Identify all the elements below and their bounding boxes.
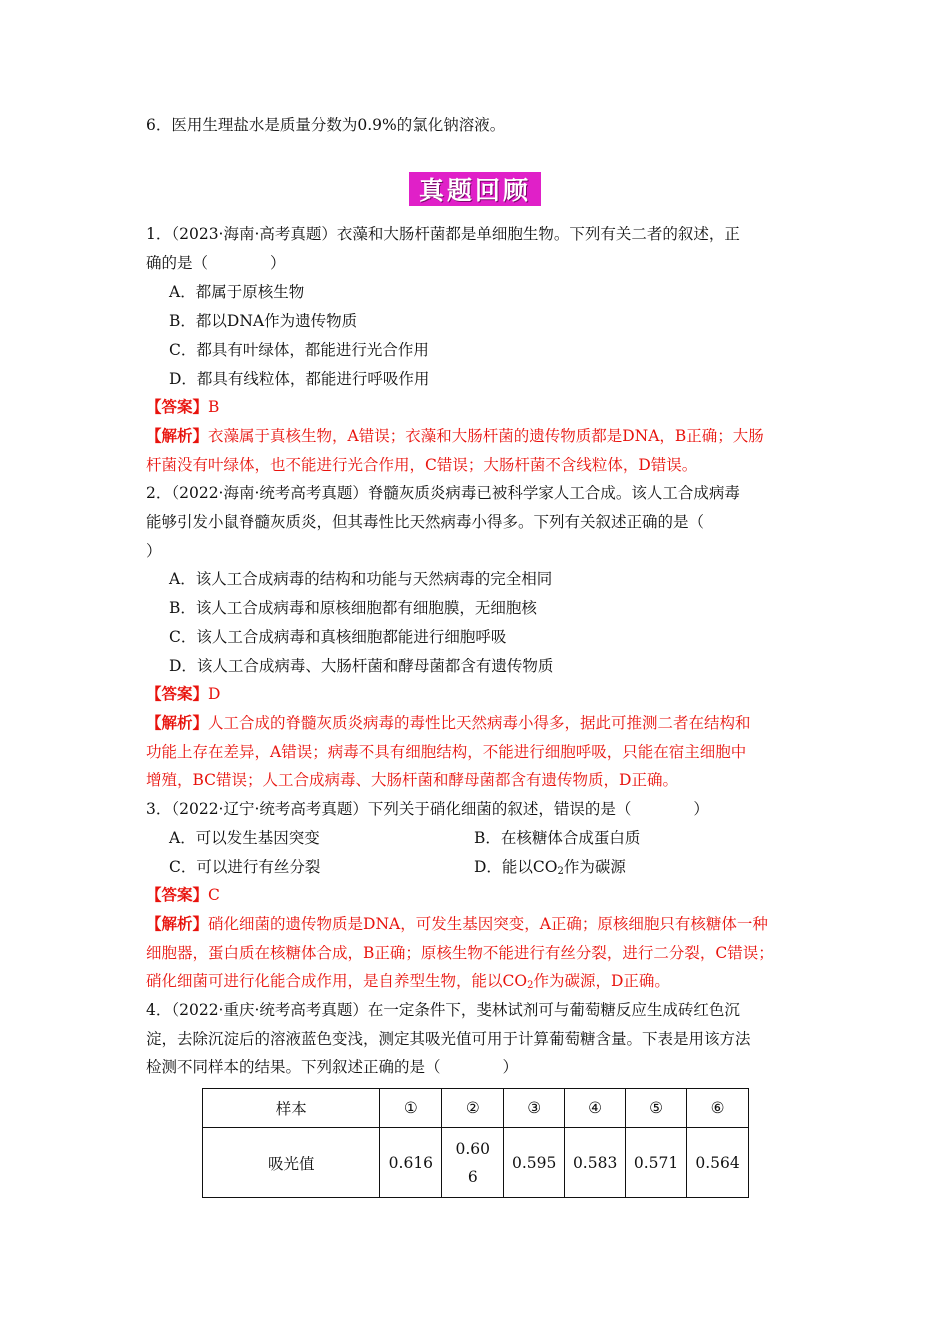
sample-header-cell: ⑤ [626, 1089, 687, 1128]
sample-header-cell: ④ [565, 1089, 626, 1128]
section-banner [409, 172, 541, 206]
sample-header-cell: ⑥ [687, 1089, 749, 1128]
q1-option-d: D．都具有线粒体，都能进行呼吸作用 [169, 370, 430, 388]
option-text: 作为碳源 [563, 858, 626, 876]
value-cell: 0.583 [565, 1128, 626, 1198]
q2-analysis-line2: 功能上存在差异，A错误；病毒不具有细胞结构，不能进行细胞呼吸，只能在宿主细胞中 [146, 743, 747, 761]
q2-option-c: C．该人工合成病毒和真核细胞都能进行细胞呼吸 [169, 628, 507, 646]
value-cell: 0.616 [380, 1128, 442, 1198]
q1-stem-line2: 确的是（ ） [146, 254, 286, 272]
q2-answer [146, 683, 220, 705]
q2-stem-line3: ） [146, 542, 162, 560]
q1-stem-line1: 1．（2023·海南·高考真题）衣藻和大肠杆菌都是单细胞生物。下列有关二者的叙述，正 [146, 225, 740, 243]
analysis-text: 硝化细菌可进行化能合成作用，是自养型生物，能以CO [146, 972, 528, 990]
q4-stem-line2: 淀，去除沉淀后的溶液蓝色变浅，测定其吸光值可用于计算葡萄糖含量。下表是用该方法 [146, 1030, 751, 1048]
table-header-row [203, 1089, 749, 1128]
value-cell: 0.595 [504, 1128, 565, 1198]
value-cell: 0.564 [687, 1128, 749, 1198]
answer-value: B [208, 398, 220, 416]
answer-tag: 【答案】 [146, 397, 209, 416]
q3-option-c: C．可以进行有丝分裂 [169, 858, 321, 876]
row-label-cell: 吸光值 [203, 1128, 380, 1198]
answer-value: D [208, 685, 221, 703]
q3-stem: 3．（2022·辽宁·统考高考真题）下列关于硝化细菌的叙述，错误的是（ ） [146, 800, 709, 818]
q2-stem-line2: 能够引发小鼠脊髓灰质炎，但其毒性比天然病毒小得多。下列有关叙述正确的是（ [146, 513, 705, 531]
q2-analysis-line3: 增殖，BC错误；人工合成病毒、大肠杆菌和酵母菌都含有遗传物质，D正确。 [146, 771, 678, 789]
table-value-row [203, 1128, 749, 1198]
section-banner-title: 真题回顾 [418, 176, 531, 205]
q2-stem-line1: 2．（2022·海南·统考高考真题）脊髓灰质炎病毒已被科学家人工合成。该人工合成病毒 [146, 484, 740, 502]
analysis-tag: 【解析】 [146, 713, 209, 732]
analysis-text: 衣藻属于真核生物，A错误；衣藻和大肠杆菌的遗传物质都是DNA，B正确；大肠 [208, 427, 764, 445]
analysis-tag: 【解析】 [146, 914, 209, 933]
option-text: D．能以CO [474, 858, 558, 876]
q2-analysis-line1 [146, 712, 751, 734]
analysis-text: 硝化细菌的遗传物质是DNA，可发生基因突变，A正确；原核细胞只有核糖体一种 [208, 915, 768, 933]
q1-option-a: A．都属于原核生物 [169, 283, 305, 301]
q3-answer [146, 884, 220, 906]
subscript: 2 [527, 980, 534, 991]
q2-option-d: D．该人工合成病毒、大肠杆菌和酵母菌都含有遗传物质 [169, 657, 554, 675]
analysis-text: 人工合成的脊髓灰质炎病毒的毒性比天然病毒小得多，据此可推测二者在结构和 [208, 714, 751, 732]
q3-analysis-line1 [146, 913, 768, 935]
intro-item-6: 6．医用生理盐水是质量分数为0.9%的氯化钠溶液。 [146, 116, 506, 134]
q3-analysis-line3 [146, 970, 670, 992]
q1-analysis-line2: 杆菌没有叶绿体，也不能进行光合作用，C错误；大肠杆菌不含线粒体，D错误。 [146, 456, 698, 474]
value-cell: 0.571 [626, 1128, 687, 1198]
sample-header-cell: ② [442, 1089, 504, 1128]
header-label-cell: 样本 [203, 1089, 380, 1128]
q1-option-b: B．都以DNA作为遗传物质 [169, 312, 358, 330]
value-text: 0.606 [455, 1139, 491, 1186]
q3-option-d [474, 856, 626, 878]
analysis-text: 作为碳源，D正确。 [533, 972, 670, 990]
absorbance-table [202, 1088, 749, 1198]
q3-option-a: A．可以发生基因突变 [169, 829, 320, 847]
answer-tag: 【答案】 [146, 684, 209, 703]
q1-option-c: C．都具有叶绿体，都能进行光合作用 [169, 341, 429, 359]
q1-answer [146, 396, 219, 418]
analysis-tag: 【解析】 [146, 426, 209, 445]
sample-header-cell: ③ [504, 1089, 565, 1128]
q2-option-a: A．该人工合成病毒的结构和功能与天然病毒的完全相同 [169, 570, 553, 588]
answer-tag: 【答案】 [146, 885, 209, 904]
q4-stem-line1: 4．（2022·重庆·统考高考真题）在一定条件下，斐林试剂可与葡萄糖反应生成砖红色沉 [146, 1001, 740, 1019]
value-cell [442, 1128, 504, 1198]
sample-header-cell: ① [380, 1089, 442, 1128]
subscript: 2 [557, 866, 564, 877]
q3-analysis-line2: 细胞器，蛋白质在核糖体合成，B正确；原核生物不能进行有丝分裂，进行二分裂，C错误； [146, 944, 774, 962]
q1-analysis-line1 [146, 425, 764, 447]
q4-stem-line3: 检测不同样本的结果。下列叙述正确的是（ ） [146, 1058, 519, 1076]
answer-value: C [208, 886, 220, 904]
q3-option-b: B．在核糖体合成蛋白质 [474, 829, 641, 847]
q2-option-b: B．该人工合成病毒和原核细胞都有细胞膜，无细胞核 [169, 599, 537, 617]
